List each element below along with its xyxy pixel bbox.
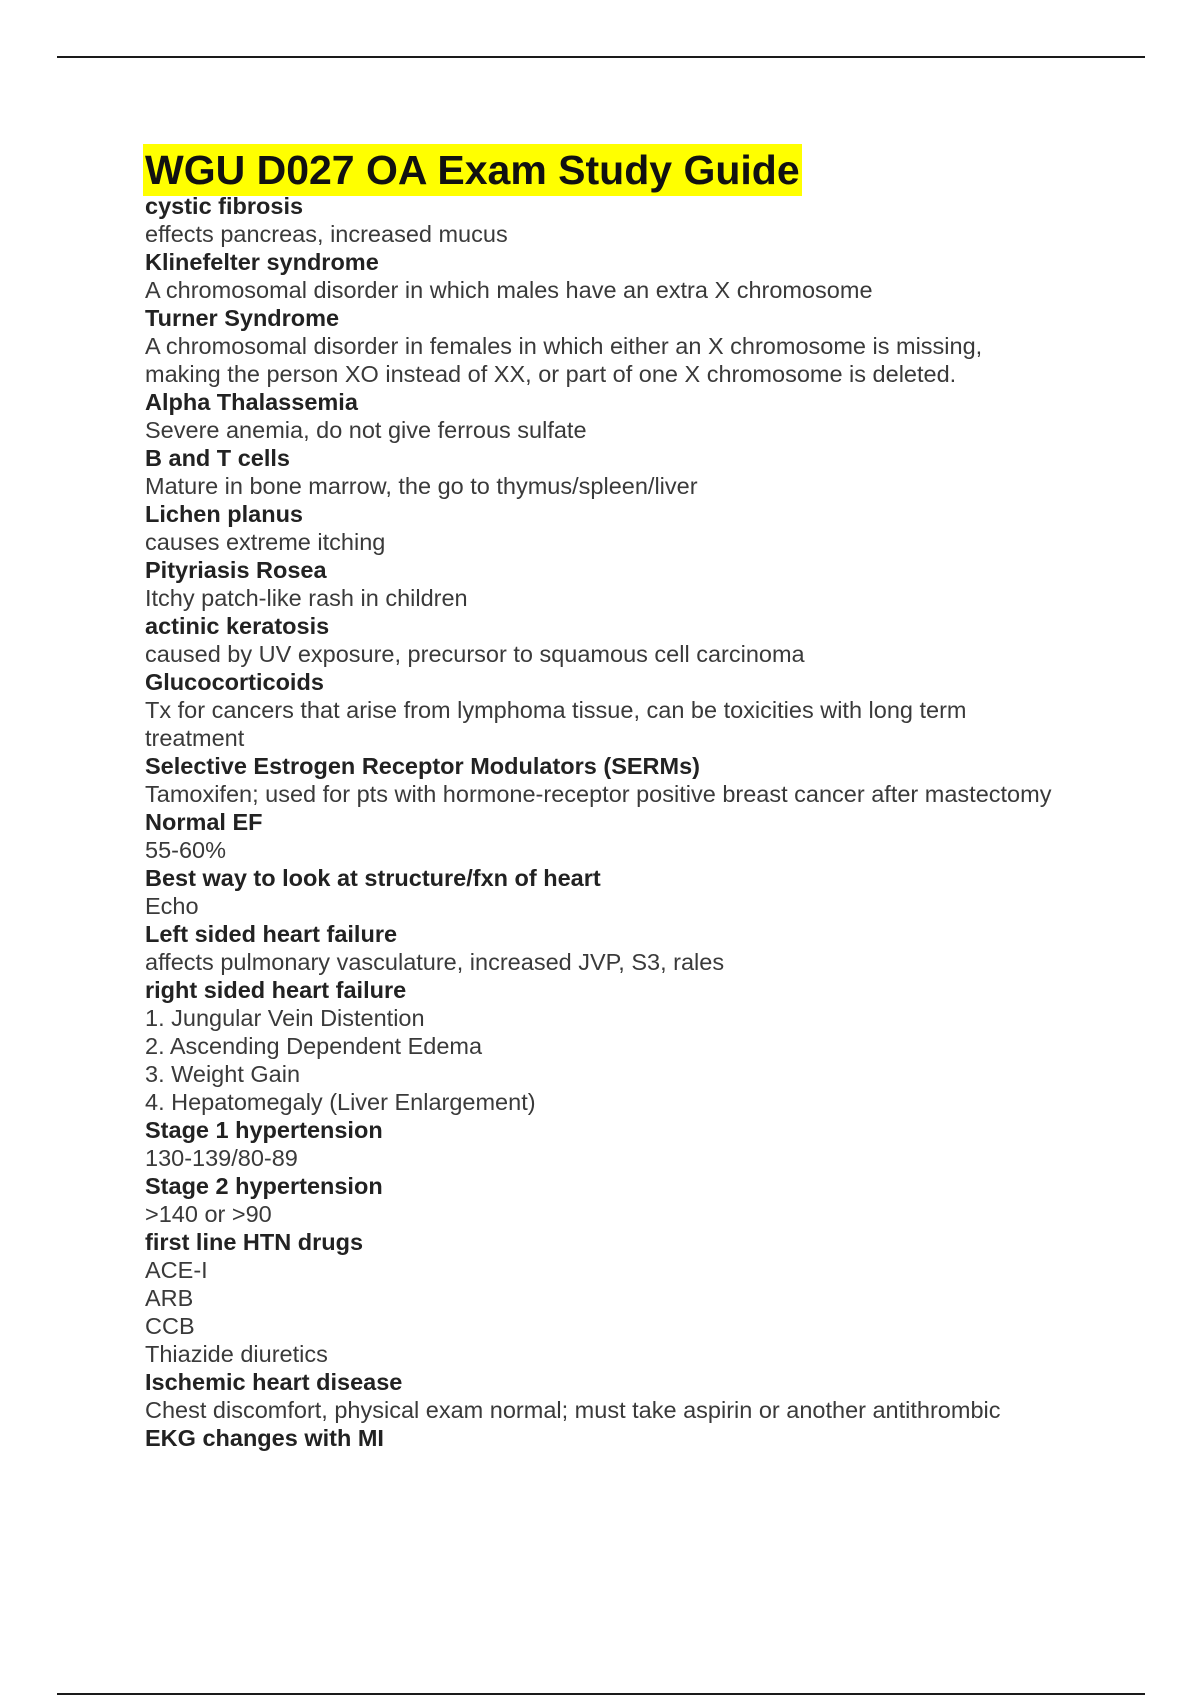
definition-line: Thiazide diuretics xyxy=(145,1341,328,1367)
entry-definition xyxy=(145,640,1145,668)
definition-line: Severe anemia, do not give ferrous sulfate xyxy=(145,417,587,443)
list-item xyxy=(145,1172,1145,1228)
list-item xyxy=(145,500,1145,556)
study-guide-content xyxy=(145,144,1145,1452)
definition-line: ACE-I xyxy=(145,1257,208,1283)
definition-line: A chromosomal disorder in females in which either an X chromosome is missing, xyxy=(145,333,983,359)
entry-definition xyxy=(145,696,1145,752)
entry-definition xyxy=(145,836,1145,864)
list-item xyxy=(145,192,1145,248)
definition-line: affects pulmonary vasculature, increased JVP, S3, rales xyxy=(145,949,725,975)
list-item xyxy=(145,444,1145,500)
entry-definition xyxy=(145,1144,1145,1172)
definition-line: Echo xyxy=(145,893,199,919)
entry-term: Stage 1 hypertension xyxy=(145,1117,383,1143)
list-item xyxy=(145,668,1145,752)
entry-definition xyxy=(145,276,1145,304)
entry-definition xyxy=(145,472,1145,500)
entry-definition xyxy=(145,1004,1145,1116)
entry-term: right sided heart failure xyxy=(145,977,407,1003)
definition-line: A chromosomal disorder in which males have an extra X chromosome xyxy=(145,277,873,303)
entry-term: Normal EF xyxy=(145,809,263,835)
entry-term: Ischemic heart disease xyxy=(145,1369,403,1395)
list-item xyxy=(145,1228,1145,1368)
definition-line: Mature in bone marrow, the go to thymus/spleen/liver xyxy=(145,473,698,499)
list-item xyxy=(145,752,1145,808)
definition-line: treatment xyxy=(145,725,245,751)
entry-definition xyxy=(145,220,1145,248)
list-item xyxy=(145,864,1145,920)
definition-line: making the person XO instead of XX, or part of one X chromosome is deleted. xyxy=(145,361,957,387)
entry-term: actinic keratosis xyxy=(145,613,330,639)
list-item xyxy=(145,248,1145,304)
entry-definition xyxy=(145,948,1145,976)
definition-line: 1. Jungular Vein Distention xyxy=(145,1005,425,1031)
entry-list xyxy=(145,192,1145,1452)
definition-line: Tamoxifen; used for pts with hormone-receptor positive breast cancer after mastectomy xyxy=(145,781,1052,807)
definition-line: causes extreme itching xyxy=(145,529,386,555)
list-item xyxy=(145,304,1145,388)
definition-line: Chest discomfort, physical exam normal; must take aspirin or another antithrombic xyxy=(145,1397,1001,1423)
entry-term: Alpha Thalassemia xyxy=(145,389,358,415)
entry-term: Klinefelter syndrome xyxy=(145,249,379,275)
list-item xyxy=(145,808,1145,864)
definition-line: 130-139/80-89 xyxy=(145,1145,298,1171)
entry-term: Lichen planus xyxy=(145,501,303,527)
definition-line: >140 or >90 xyxy=(145,1201,272,1227)
entry-definition xyxy=(145,416,1145,444)
entry-definition xyxy=(145,584,1145,612)
definition-line: 55-60% xyxy=(145,837,226,863)
list-item xyxy=(145,388,1145,444)
entry-term: cystic fibrosis xyxy=(145,193,304,219)
entry-definition xyxy=(145,780,1145,808)
list-item xyxy=(145,1424,1145,1452)
definition-line: effects pancreas, increased mucus xyxy=(145,221,508,247)
list-item xyxy=(145,1368,1145,1424)
entry-definition xyxy=(145,528,1145,556)
entry-term: first line HTN drugs xyxy=(145,1229,364,1255)
list-item xyxy=(145,976,1145,1116)
entry-term: B and T cells xyxy=(145,445,290,471)
header-rule xyxy=(57,56,1145,58)
definition-line: caused by UV exposure, precursor to squamous cell carcinoma xyxy=(145,641,805,667)
list-item xyxy=(145,1116,1145,1172)
entry-definition xyxy=(145,1396,1145,1424)
entry-term: Selective Estrogen Receptor Modulators (SERMs) xyxy=(145,753,700,779)
definition-line: Tx for cancers that arise from lymphoma tissue, can be toxicities with long term xyxy=(145,697,967,723)
entry-term: Left sided heart failure xyxy=(145,921,398,947)
definition-line: 3. Weight Gain xyxy=(145,1061,301,1087)
entry-term: Glucocorticoids xyxy=(145,669,324,695)
definition-line: CCB xyxy=(145,1313,195,1339)
entry-definition xyxy=(145,332,1145,388)
definition-line: 2. Ascending Dependent Edema xyxy=(145,1033,483,1059)
entry-term: EKG changes with MI xyxy=(145,1425,384,1451)
document-title: WGU D027 OA Exam Study Guide xyxy=(143,144,802,196)
list-item xyxy=(145,556,1145,612)
list-item xyxy=(145,920,1145,976)
entry-term: Stage 2 hypertension xyxy=(145,1173,383,1199)
entry-definition xyxy=(145,1256,1145,1368)
entry-term: Best way to look at structure/fxn of heart xyxy=(145,865,601,891)
definition-line: ARB xyxy=(145,1285,194,1311)
entry-term: Pityriasis Rosea xyxy=(145,557,327,583)
entry-definition xyxy=(145,892,1145,920)
definition-line: 4. Hepatomegaly (Liver Enlargement) xyxy=(145,1089,536,1115)
entry-term: Turner Syndrome xyxy=(145,305,340,331)
footer-rule xyxy=(57,1693,1145,1695)
list-item xyxy=(145,612,1145,668)
entry-definition xyxy=(145,1200,1145,1228)
definition-line: Itchy patch-like rash in children xyxy=(145,585,468,611)
